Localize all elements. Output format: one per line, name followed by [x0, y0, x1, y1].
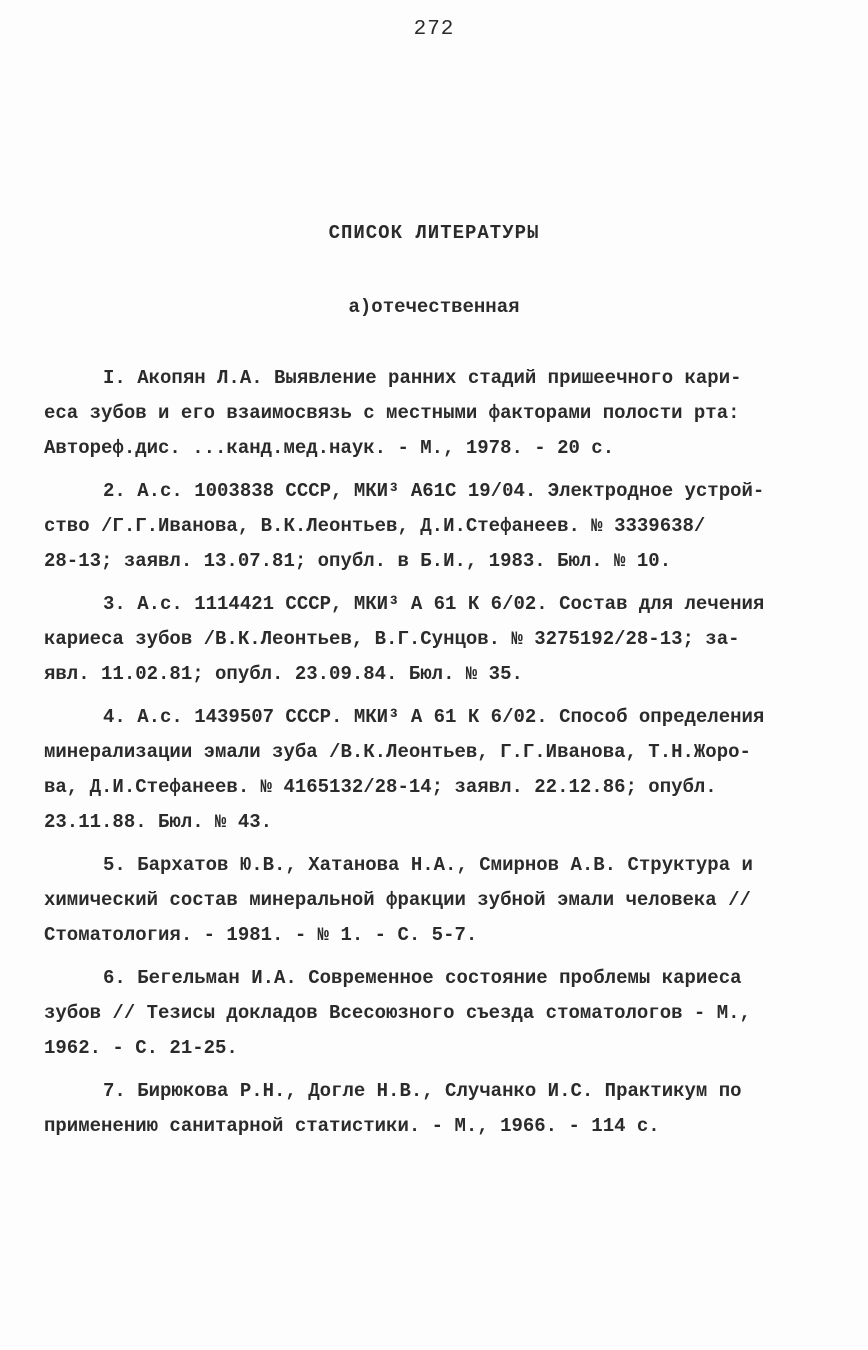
- reference-line: 1962. - С. 21-25.: [44, 1037, 238, 1059]
- reference-line: применению санитарной статистики. - М., 1966. - 114 с.: [44, 1115, 660, 1137]
- reference-line: 6. Бегельман И.А. Современное состояние проблемы кариеса: [103, 967, 742, 989]
- reference-line: ва, Д.И.Стефанеев. № 4165132/28-14; заявл. 22.12.86; опубл.: [44, 776, 717, 798]
- reference-entry: [44, 1074, 822, 1144]
- reference-line: кариеса зубов /В.К.Леонтьев, В.Г.Сунцов. № 3275192/28-13; за-: [44, 628, 740, 650]
- reference-line: явл. 11.02.81; опубл. 23.09.84. Бюл. № 35.: [44, 663, 523, 685]
- reference-line: 5. Бархатов Ю.В., Хатанова Н.А., Смирнов А.В. Структура и: [103, 854, 753, 876]
- reference-line: минерализации эмали зуба /В.К.Леонтьев, Г.Г.Иванова, Т.Н.Жоро-: [44, 741, 751, 763]
- reference-line: 3. А.с. 1114421 СССР, МКИ³ А 61 К 6/02. Состав для лечения: [103, 593, 765, 615]
- reference-line: 2. А.с. 1003838 СССР, МКИ³ А61С 19/04. Электродное устрой-: [103, 480, 765, 502]
- reference-line: I. Акопян Л.А. Выявление ранних стадий пришеечного кари-: [103, 367, 742, 389]
- reference-line: химический состав минеральной фракции зубной эмали человека //: [44, 889, 751, 911]
- reference-line: 23.11.88. Бюл. № 43.: [44, 811, 273, 833]
- reference-line: Стоматология. - 1981. - № 1. - С. 5-7.: [44, 924, 478, 946]
- reference-line: Автореф.дис. ...канд.мед.наук. - М., 1978. - 20 с.: [44, 437, 615, 459]
- reference-entry: [44, 587, 822, 692]
- page-number: 272: [413, 18, 455, 41]
- reference-line: зубов // Тезисы докладов Всесоюзного съезда стоматологов - М.,: [44, 1002, 751, 1024]
- reference-line: ство /Г.Г.Иванова, В.К.Леонтьев, Д.И.Стефанеев. № 3339638/: [44, 515, 706, 537]
- reference-line: 28-13; заявл. 13.07.81; опубл. в Б.И., 1983. Бюл. № 10.: [44, 550, 672, 572]
- reference-entry: [44, 474, 822, 579]
- reference-list: [44, 361, 822, 1152]
- reference-line: 4. А.с. 1439507 СССР. МКИ³ А 61 К 6/02. Способ определения: [103, 706, 765, 728]
- section-title: СПИСОК ЛИТЕРАТУРЫ: [328, 222, 540, 244]
- subsection-title: а)отечественная: [348, 296, 520, 318]
- reference-line: 7. Бирюкова Р.Н., Догле Н.В., Случанко И.С. Практикум по: [103, 1080, 742, 1102]
- reference-line: еса зубов и его взаимосвязь с местными факторами полости рта:: [44, 402, 740, 424]
- reference-entry: [44, 848, 822, 953]
- reference-entry: [44, 361, 822, 466]
- reference-entry: [44, 961, 822, 1066]
- reference-entry: [44, 700, 822, 840]
